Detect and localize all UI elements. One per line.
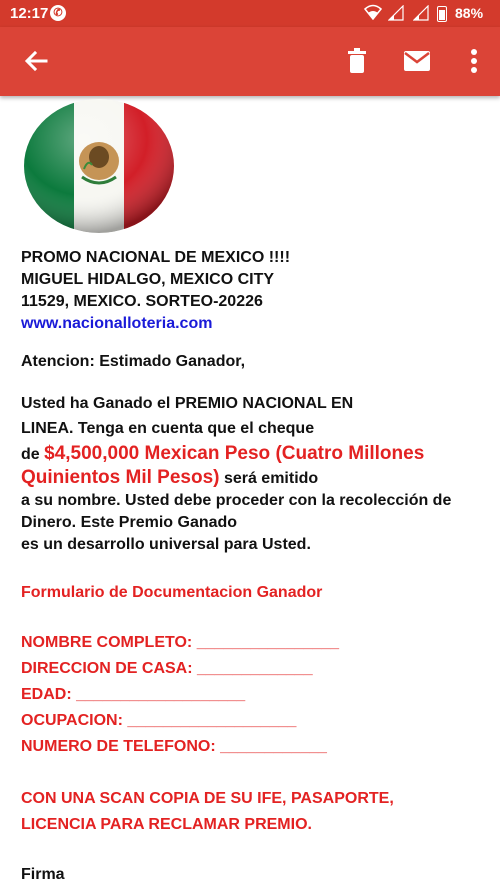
paragraph-line-2: LINEA. Tenga en cuenta que el cheque xyxy=(21,420,315,437)
trash-icon[interactable] xyxy=(341,45,373,77)
signal-icon-2 xyxy=(413,5,429,21)
status-time: 12:17 xyxy=(10,5,49,22)
paragraph-line-4: a su nombre. Usted debe proceder con la recolección de xyxy=(21,492,452,509)
form-field-nombre: NOMBRE COMPLETO: ________________ xyxy=(21,634,340,651)
signature-label: Firma xyxy=(21,866,65,883)
prize-amount: $4,500,000 Mexican Peso (Cuatro Millones Quinientos Mil Pesos) xyxy=(21,443,425,488)
form-field-telefono: NUMERO DE TELEFONO: ____________ xyxy=(21,738,327,755)
whatsapp-notification-icon: ✆ xyxy=(50,5,66,21)
header-line-3: 11529, MEXICO. SORTEO-20226 xyxy=(21,293,263,310)
header-line-2: MIGUEL HIDALGO, MEXICO CITY xyxy=(21,271,275,288)
paragraph-line-6: es un desarrollo universal para Usted. xyxy=(21,536,311,553)
paragraph-de: de xyxy=(21,446,40,463)
instructions-line-1: CON UNA SCAN COPIA DE SU IFE, PASAPORTE, xyxy=(21,790,394,807)
battery-percentage: 88% xyxy=(455,5,484,21)
form-field-direccion: DIRECCION DE CASA: _____________ xyxy=(21,660,313,677)
mexico-flag-sphere-icon xyxy=(24,99,174,233)
form-title: Formulario de Documentacion Ganador xyxy=(21,584,323,601)
paragraph-emitido: será emitido xyxy=(223,470,319,487)
status-bar xyxy=(0,0,500,27)
instructions-line-2: LICENCIA PARA RECLAMAR PREMIO. xyxy=(21,816,312,833)
signal-icon xyxy=(388,5,404,21)
form-field-ocupacion: OCUPACION: ___________________ xyxy=(21,712,297,729)
form-field-edad: EDAD: ___________________ xyxy=(21,686,246,703)
greeting-text: Atencion: Estimado Ganador, xyxy=(21,353,246,370)
wifi-icon xyxy=(364,4,382,20)
email-text xyxy=(21,247,481,886)
website-link[interactable]: www.nacionalloteria.com xyxy=(21,315,213,332)
paragraph-line-5: Dinero. Este Premio Ganado xyxy=(21,514,238,531)
more-vertical-icon[interactable] xyxy=(458,45,490,77)
arrow-back-icon[interactable] xyxy=(20,45,52,77)
app-toolbar xyxy=(0,27,500,96)
mail-icon[interactable] xyxy=(401,45,433,77)
paragraph-line-1: Usted ha Ganado el PREMIO NACIONAL EN xyxy=(21,395,354,412)
header-line-1: PROMO NACIONAL DE MEXICO !!!! xyxy=(21,249,291,266)
battery-icon xyxy=(437,6,447,22)
